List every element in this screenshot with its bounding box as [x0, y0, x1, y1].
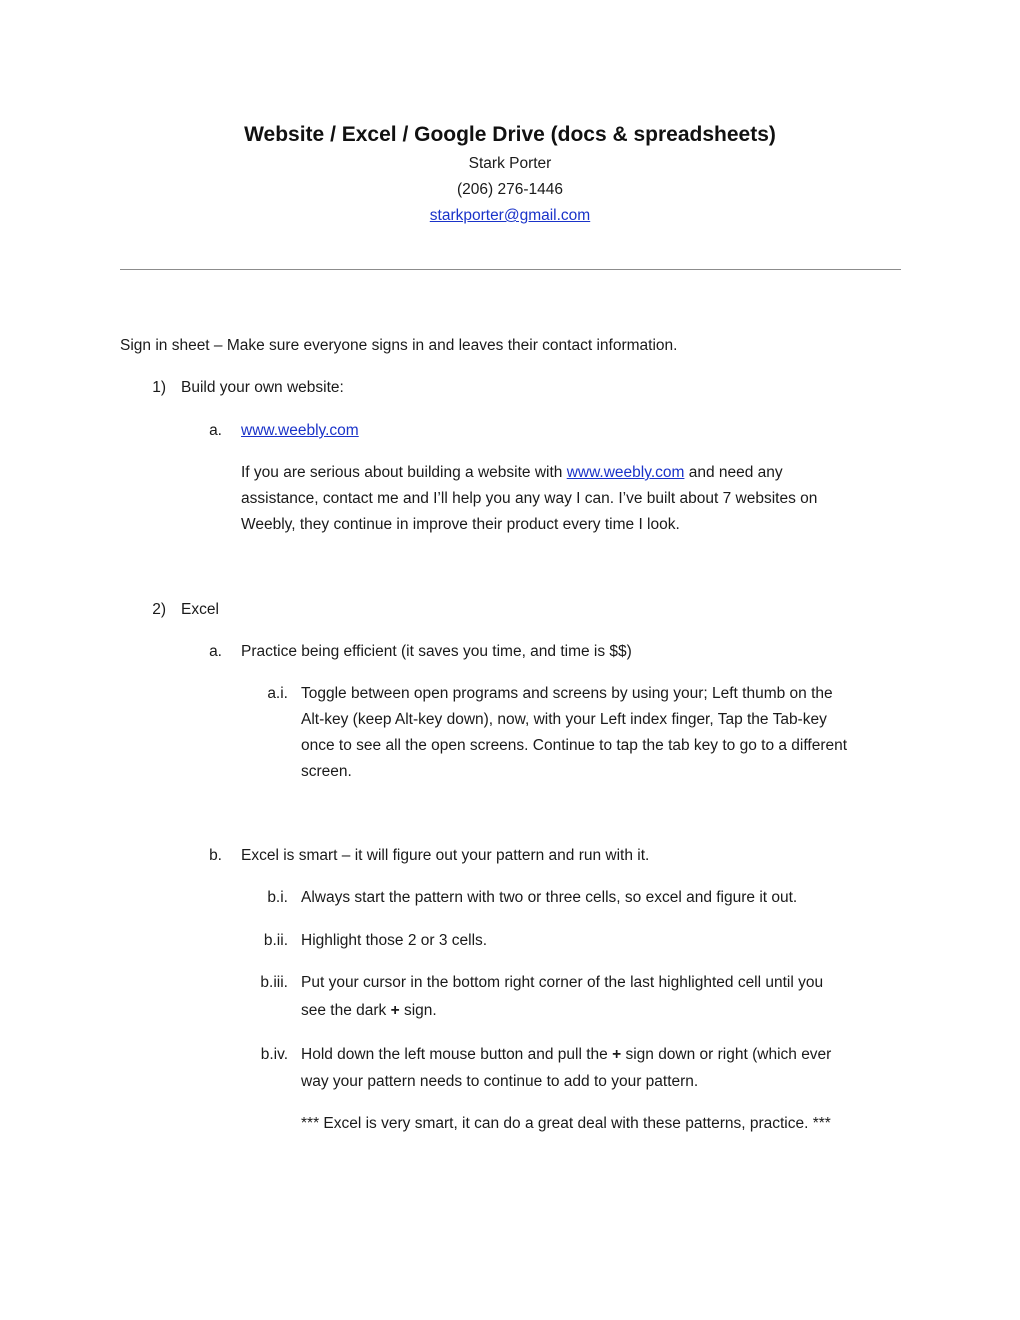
intro-text: Sign in sheet – Make sure everyone signs in and leaves their contact information. — [120, 337, 678, 354]
horizontal-divider — [120, 269, 901, 270]
sub-b-iii-line1: Put your cursor in the bottom right corner of the last highlighted cell until you — [301, 974, 824, 991]
sub-b-iv-line1 — [301, 1042, 831, 1068]
sub-b-i-marker: b.i. — [267, 889, 288, 906]
section1-number: 1) — [152, 379, 166, 396]
author-name: Stark Porter — [468, 155, 552, 172]
page-title: Website / Excel / Google Drive (docs & spreadsheets) — [244, 123, 776, 146]
email-link[interactable]: starkporter@gmail.com — [429, 207, 591, 224]
plus-sign: + — [390, 1002, 400, 1019]
sub-b-ii-marker: b.ii. — [263, 932, 288, 949]
weebly-link-row — [241, 418, 359, 444]
section2-heading: Excel — [181, 601, 219, 618]
weebly-para-text: and need any — [684, 464, 783, 481]
sub-b-ii-text: Highlight those 2 or 3 cells. — [301, 932, 488, 949]
weebly-para-line2: assistance, contact me and I’ll help you any way I can. I’ve built about 7 websites on — [241, 490, 818, 507]
excel-note: *** Excel is very smart, it can do a great deal with these patterns, practice. *** — [301, 1115, 831, 1132]
weebly-link[interactable]: www.weebly.com — [241, 422, 359, 439]
weebly-para-text: If you are serious about building a website with — [241, 464, 567, 481]
section2-item-a-marker: a. — [209, 643, 222, 660]
section2-item-b-marker: b. — [209, 847, 222, 864]
weebly-para-line1 — [241, 460, 783, 486]
sub-b-iv-line2: way your pattern needs to continue to add to your pattern. — [301, 1073, 699, 1090]
sub-b-iii-text: sign. — [399, 1002, 437, 1019]
section2-item-b-text: Excel is smart – it will figure out your pattern and run with it. — [241, 847, 650, 864]
sub-b-iii-text: see the dark — [301, 1002, 391, 1019]
plus-sign: + — [612, 1046, 622, 1063]
sub-b-iii-line2 — [301, 998, 437, 1024]
sub-b-iv-text: sign down or right (which ever — [621, 1046, 832, 1063]
section1-heading: Build your own website: — [181, 379, 344, 396]
sub-a-i-line2: Alt-key (keep Alt-key down), now, with your Left index finger, Tap the Tab-key — [301, 711, 827, 728]
section1-item-a-marker: a. — [209, 422, 222, 439]
sub-b-i-text: Always start the pattern with two or three cells, so excel and figure it out. — [301, 889, 798, 906]
sub-a-i-marker: a.i. — [267, 685, 288, 702]
sub-a-i-line3: once to see all the open screens. Continue to tap the tab key to go to a different — [301, 737, 848, 754]
section2-item-a-text: Practice being efficient (it saves you time, and time is $$) — [241, 643, 632, 660]
sub-b-iv-marker: b.iv. — [260, 1046, 288, 1063]
section2-number: 2) — [152, 601, 166, 618]
sub-a-i-line4: screen. — [301, 763, 352, 780]
author-email-row — [0, 203, 1020, 229]
sub-a-i-line1: Toggle between open programs and screens by using your; Left thumb on the — [301, 685, 833, 702]
weebly-inline-link[interactable]: www.weebly.com — [566, 464, 685, 481]
sub-b-iii-marker: b.iii. — [260, 974, 288, 991]
sub-b-iv-text: Hold down the left mouse button and pull the — [301, 1046, 613, 1063]
author-phone: (206) 276-1446 — [457, 181, 563, 198]
weebly-para-line3: Weebly, they continue in improve their product every time I look. — [241, 516, 680, 533]
